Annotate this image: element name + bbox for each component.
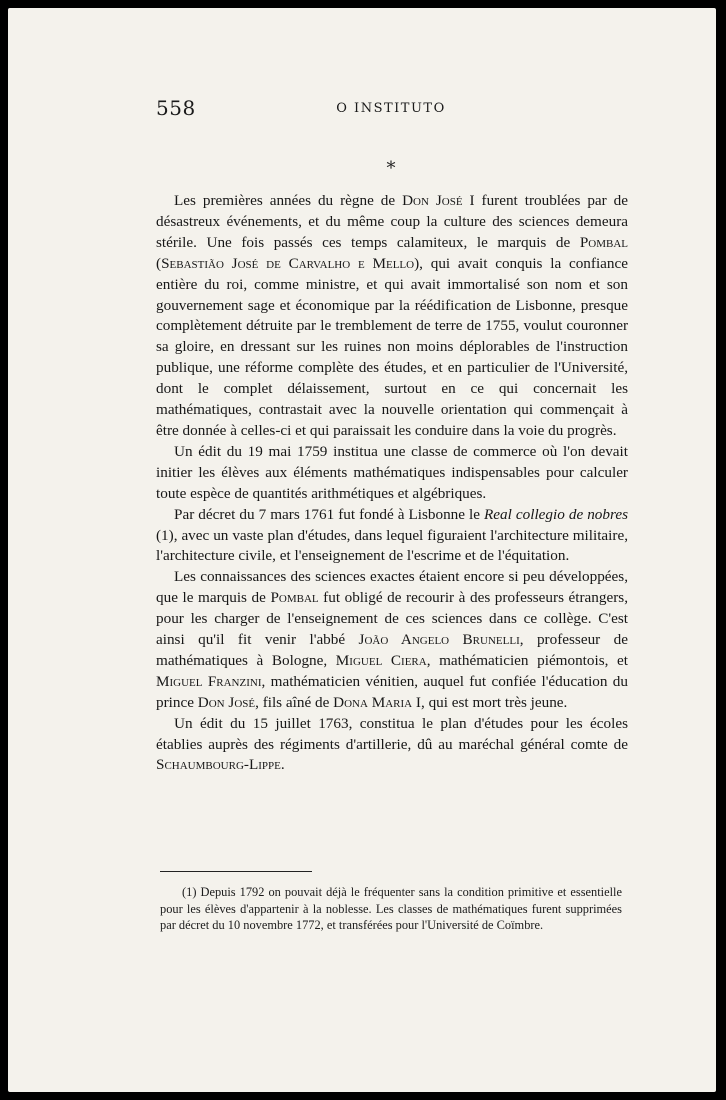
- page-number: 558: [156, 96, 196, 120]
- name-brunelli: João Angelo Brunelli: [358, 631, 520, 649]
- name-pombal: Pombal: [579, 233, 628, 251]
- college-name: Real collegio de nobres: [484, 505, 628, 523]
- name-don-jose: Don José: [197, 693, 256, 711]
- paragraph-3: Par décret du 7 mars 1761 fut fondé à Lisbonne le Real collegio de nobres (1), avec un vaste plan d'études, dans lequel figuraient l'architecture militaire, l'architecture civile, et l'enseignement de l'escrime et de l'équitation.: [156, 505, 628, 565]
- name-dona-maria: Dona Maria: [333, 693, 413, 711]
- paragraph-4: Les connaissances des sciences exactes étaient encore si peu développées, que le marquis de Pombal fut obligé de recourir à des professeurs étrangers, pour les charger de l'enseignement de ces sciences dans ce collège. C'est ainsi qu'il fit venir l'abbé João Angelo Brunelli, professeur de mathématiques à Bologne, Miguel Ciera, mathématicien piémontois, et Miguel Franzini, mathématicien vénitien, auquel fut confiée l'éducation du prince Don José, fils aîné de Dona Maria I, qui est mort très jeune.: [156, 568, 628, 711]
- name-franzini: Miguel Franzini: [156, 672, 262, 690]
- footnote: (1) Depuis 1792 on pouvait déjà le fréquenter sans la condition primitive et essentielle pour les élèves d'appartenir à la noblesse. Les classes de mathématiques furent supprimées par décret du 10 novembre 1772, et transférées pour l'Université de Coïmbre.: [160, 885, 622, 932]
- name-pombal: Pombal: [270, 589, 319, 607]
- page-header: [156, 96, 626, 126]
- asterisk-ornament: *: [386, 158, 396, 179]
- body-text: [156, 191, 628, 776]
- footnote-rule: [160, 871, 312, 872]
- name-schaumbourg: Schaumbourg-Lippe: [156, 756, 281, 774]
- paragraph-1: Les premières années du règne de Don José I furent troublées par de désastreux événements, et du même coup la culture des sciences demeura stérile. Une fois passés ces temps calamiteux, le marquis de Pombal (Sebastião José de Carvalho e Mello), qui avait conquis la confiance entière du roi, comme ministre, et qui avait immortalisé son nom et son gouvernement sage et économique par la réédification de Lisbonne, presque complètement détruite par le tremblement de terre de 1755, voulut couronner sa gloire, en dressant sur les ruines non moins déplorables de l'instruction publique, une réforme complète des études, et en particulier de l'Université, dont le complet délaissement, surtout en ce qui concernait les mathématiques, contrastait avec la nouvelle orientation qui commençait à être donnée à celles-ci et qui paraissait les conduire dans la voie du progrès.: [156, 192, 629, 439]
- paragraph-5: Un édit du 15 juillet 1763, constitua le plan d'études pour les écoles établies auprès des régiments d'artillerie, dû au maréchal général comte de Schaumbourg-Lippe.: [156, 714, 628, 774]
- running-title: O INSTITUTO: [336, 101, 446, 116]
- name-don-jose: Don José: [402, 192, 463, 209]
- paragraph-2: Un édit du 19 mai 1759 institua une classe de commerce où l'on devait initier les élèves aux éléments mathématiques indispensables pour calculer toute espèce de quantités arithmétiques et algébriques.: [156, 442, 628, 502]
- book-page: [8, 8, 716, 1092]
- name-ciera: Miguel Ciera: [335, 651, 427, 669]
- name-carvalho: Sebastião José de Carvalho e Mello: [161, 254, 415, 272]
